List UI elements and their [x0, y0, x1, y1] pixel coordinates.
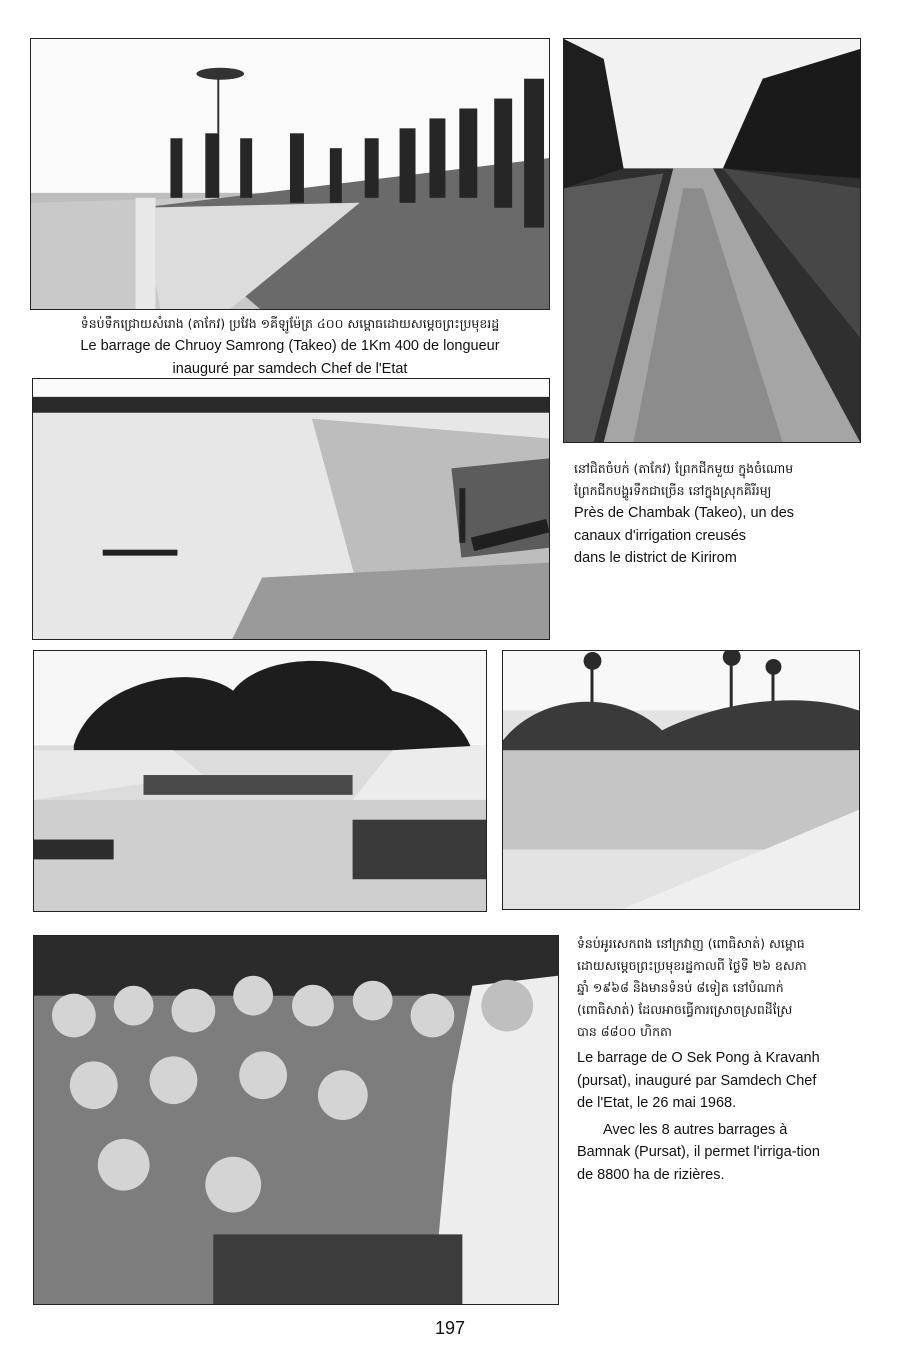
caption-khmer-line: ដោយសម្តេចព្រះប្រមុខរដ្ឋកាលពី ថ្ងៃទី ២៦ ឧសភា	[577, 958, 807, 973]
caption-french-line: Le barrage de O Sek Pong à Kravanh	[577, 1050, 820, 1066]
photo-crowd-greeting	[33, 935, 559, 1305]
caption-khmer-line: ទំនប់អូរសេកពង នៅក្រវាញ (ពោធិសាត់) សម្ពោធ	[577, 936, 805, 951]
caption-khmer-line: (ពោធិសាត់) ដែលអាចធ្វើការស្រោចស្រពដីស្រែ	[577, 1002, 793, 1017]
caption-french-line: de l'Etat, le 26 mai 1968.	[577, 1095, 737, 1111]
caption-khmer: ទំនប់ទឹកជ្រោយសំរោង (តាកែវ) ប្រវែង ១គីឡូម៉ែត្រ ៤០០ សម្ពោធដោយសម្តេចព្រះប្រមុខរដ្ឋ	[80, 316, 500, 331]
photo-chambak-canal	[563, 38, 861, 443]
caption-french-line: (pursat), inauguré par Samdech Chef	[577, 1072, 817, 1089]
caption-french-line: dans le district de Kirirom	[574, 550, 737, 566]
caption-khmer-line: ឆ្នាំ ១៩៦៨ និងមានទំនប់ ៨ទៀត នៅបំណាក់	[577, 980, 784, 995]
caption-chambak	[574, 458, 874, 570]
photo-dam-spillway	[33, 650, 487, 912]
photo-reservoir-palms	[502, 650, 860, 910]
caption-khmer-line: ព្រែកជីកបង្ហូរទឹកជាច្រើន នៅក្នុងស្រុកគិរីរម្យ	[574, 483, 772, 498]
caption-french-line: canaux d'irrigation creusés	[574, 527, 747, 544]
caption-khmer-line: បាន ៨៨០០ ហិកតា	[577, 1024, 672, 1039]
caption-french-line: Avec les 8 autres barrages à	[603, 1121, 788, 1138]
caption-french-line: de 8800 ha de rizières.	[577, 1166, 725, 1183]
caption-khmer-line: នៅជិតចំបក់ (តាកែវ) ព្រែកជីកមួយ ក្នុងចំណោម	[574, 461, 794, 476]
caption-o-sek-pong	[577, 933, 877, 1186]
caption-french-line: Bamnak (Pursat), il permet l'irriga-tion	[577, 1144, 820, 1160]
photo-chruoy-samrong-dam	[30, 38, 550, 310]
caption-french-line: Près de Chambak (Takeo), un des	[574, 505, 795, 521]
caption-french-line: Le barrage de Chruoy Samrong (Takeo) de 1Km 400 de longueur	[80, 338, 500, 354]
caption-french-line: inauguré par samdech Chef de l'Etat	[172, 360, 408, 377]
page-number: 197	[434, 1318, 466, 1338]
photo-reservoir-boat	[32, 378, 550, 640]
caption-chruoy-samrong	[15, 313, 565, 380]
